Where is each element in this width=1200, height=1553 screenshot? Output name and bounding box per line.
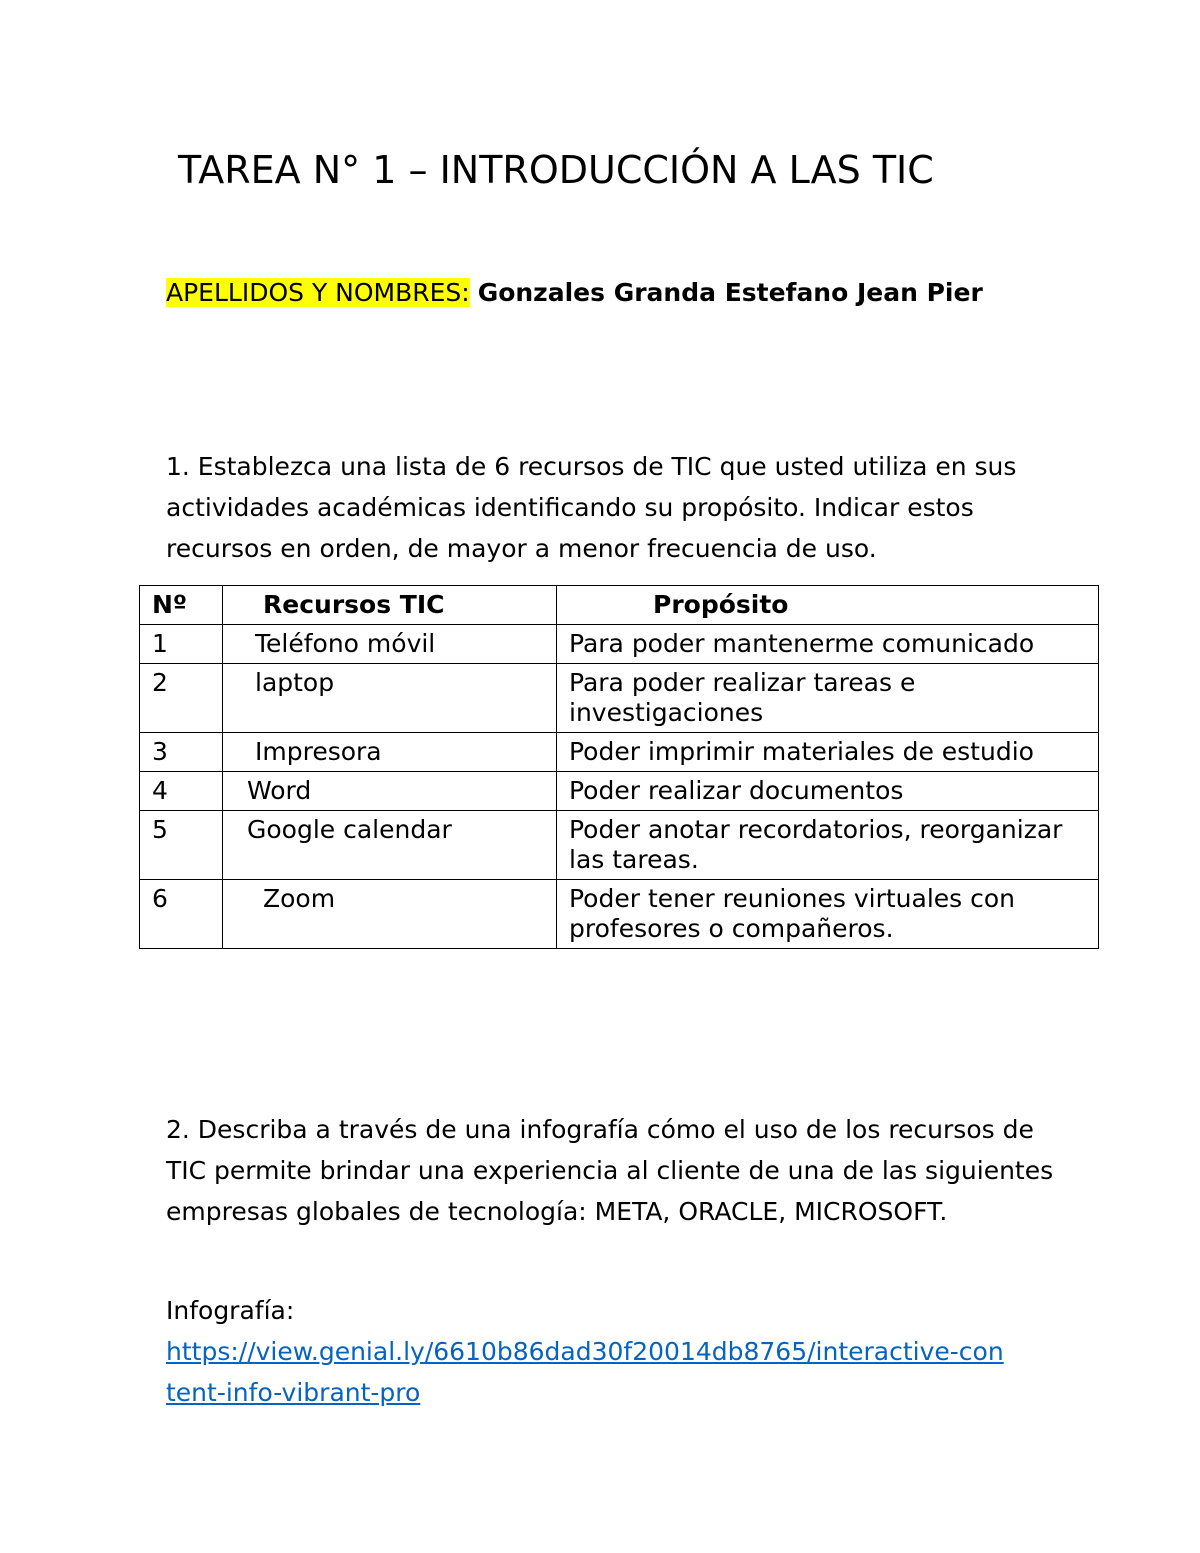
row-purpose: Poder imprimir materiales de estudio: [557, 733, 1099, 772]
row-resource: Word: [223, 772, 557, 811]
table-row: [140, 625, 1099, 664]
table-row: [140, 811, 1099, 880]
infografia-link[interactable]: https://view.genial.ly/6610b86dad30f20014db8765/interactive-content-info-vibrant-pro: [166, 1337, 1004, 1407]
row-purpose: Para poder mantenerme comunicado: [557, 625, 1099, 664]
row-resource: Zoom: [223, 880, 557, 949]
table-header-resource: Recursos TIC: [223, 586, 557, 625]
table-header-row: [140, 586, 1099, 625]
row-number: 5: [140, 811, 223, 880]
row-resource: laptop: [223, 664, 557, 733]
row-resource: Impresora: [223, 733, 557, 772]
row-number: 3: [140, 733, 223, 772]
table-header-purpose: Propósito: [557, 586, 1099, 625]
student-names-line: [166, 278, 983, 307]
question-1-text: 1. Establezca una lista de 6 recursos de TIC que usted utiliza en sus actividades académicas identificando su propósito. Indicar estos recursos en orden, de mayor a menor frecuencia de uso.: [166, 452, 1017, 563]
tic-resources-table: [139, 585, 1099, 949]
student-name: Gonzales Granda Estefano Jean Pier: [477, 278, 983, 307]
table-header-number: Nº: [140, 586, 223, 625]
row-number: 6: [140, 880, 223, 949]
document-title: TAREA N° 1 – INTRODUCCIÓN A LAS TIC: [178, 148, 934, 192]
infografia-label: Infografía:: [166, 1296, 295, 1325]
table-row: [140, 772, 1099, 811]
student-names-label: APELLIDOS Y NOMBRES:: [166, 278, 470, 307]
row-resource: Teléfono móvil: [223, 625, 557, 664]
question-2-text: 2. Describa a través de una infografía cómo el uso de los recursos de TIC permite brindar una experiencia al cliente de una de las siguientes empresas globales de tecnología: META, ORACLE, MICROSOFT.: [166, 1115, 1054, 1226]
row-number: 1: [140, 625, 223, 664]
row-number: 2: [140, 664, 223, 733]
table-row: [140, 880, 1099, 949]
table-row: [140, 733, 1099, 772]
table-row: [140, 664, 1099, 733]
row-purpose: Poder anotar recordatorios, reorganizar las tareas.: [557, 811, 1099, 880]
row-number: 4: [140, 772, 223, 811]
row-purpose: Poder tener reuniones virtuales con profesores o compañeros.: [557, 880, 1099, 949]
row-purpose: Para poder realizar tareas e investigaciones: [557, 664, 1099, 733]
row-resource: Google calendar: [223, 811, 557, 880]
row-purpose: Poder realizar documentos: [557, 772, 1099, 811]
